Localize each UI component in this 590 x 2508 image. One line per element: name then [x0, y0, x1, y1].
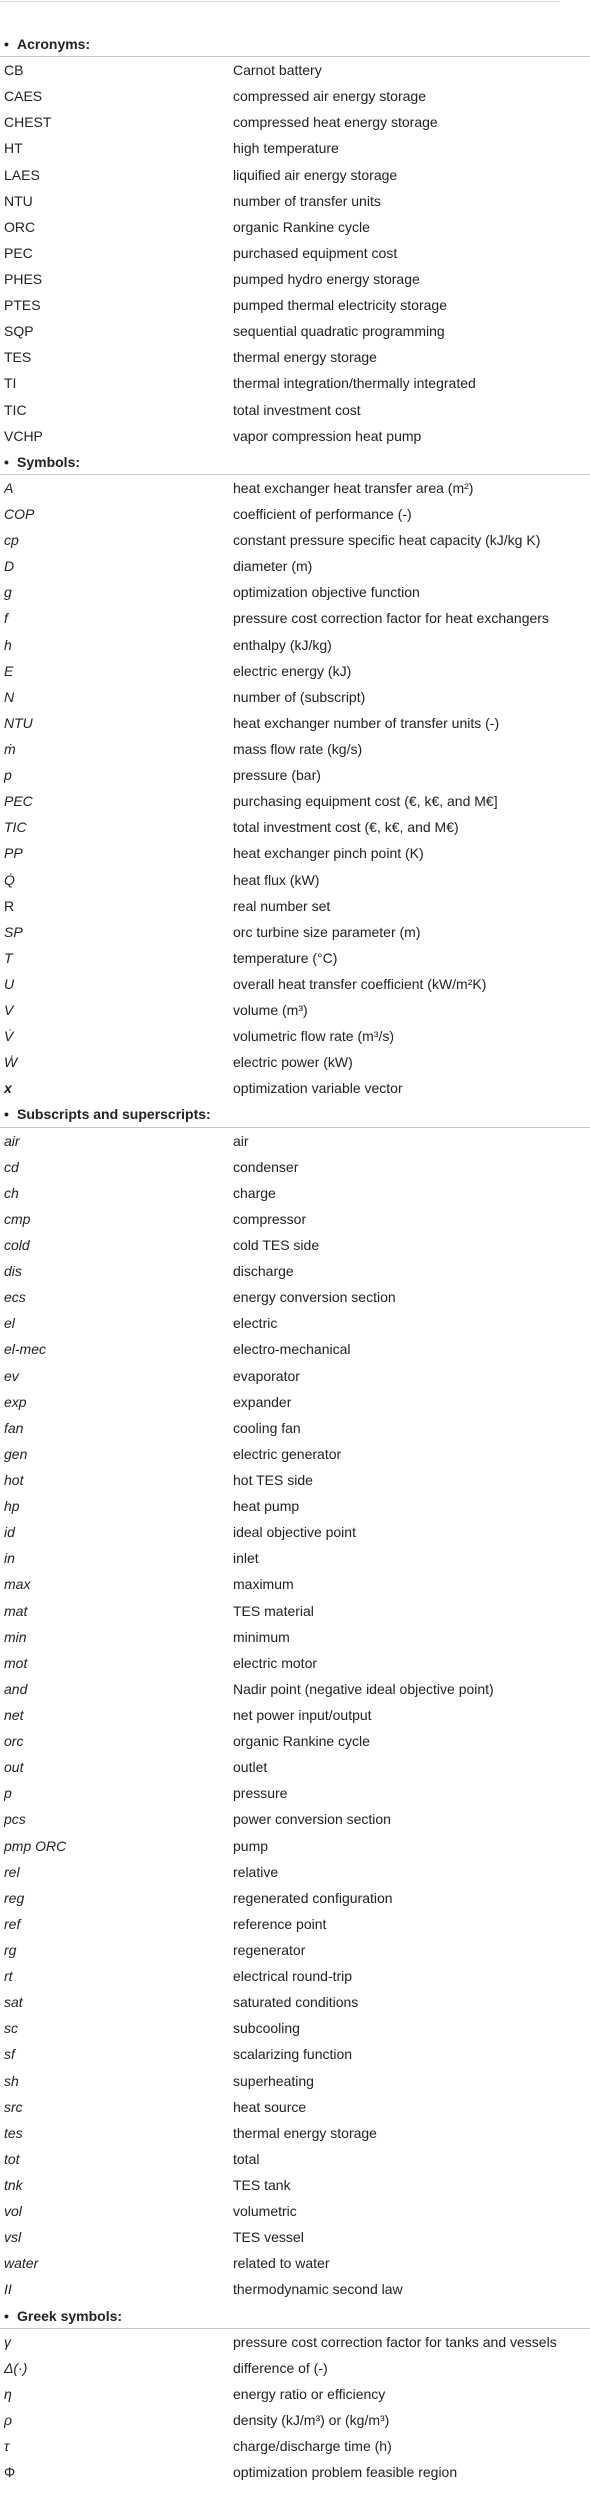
term-description: relative — [233, 1863, 279, 1880]
term-description: evaporator — [233, 1367, 300, 1384]
term-description: superheating — [233, 2072, 314, 2089]
section-title: Subscripts and superscripts: — [17, 1106, 211, 1123]
term-symbol: out — [4, 1759, 24, 1776]
term-description: difference of (-) — [233, 2359, 328, 2376]
nomenclature-row — [0, 57, 590, 83]
nomenclature-row — [0, 997, 590, 1023]
nomenclature-row — [0, 1519, 590, 1545]
term-description: compressed heat energy storage — [233, 114, 438, 131]
term-description: electric power (kW) — [233, 1054, 353, 1071]
term-description: coefficient of performance (-) — [233, 505, 412, 522]
term-symbol: rg — [4, 1941, 17, 1958]
nomenclature-row — [0, 632, 590, 658]
term-symbol: E — [4, 662, 14, 679]
term-symbol: R — [4, 897, 15, 914]
term-symbol: N — [4, 688, 15, 705]
term-description: electro-mechanical — [233, 1341, 351, 1358]
nomenclature-row — [0, 1284, 590, 1310]
term-description: organic Rankine cycle — [233, 218, 370, 235]
nomenclature-row — [0, 867, 590, 893]
term-description: Nadir point (negative ideal objective point) — [233, 1680, 494, 1697]
term-symbol: A — [4, 479, 14, 496]
term-symbol: src — [4, 2098, 23, 2115]
term-description: reference point — [233, 1915, 327, 1932]
term-description: thermal energy storage — [233, 349, 377, 366]
nomenclature-row — [0, 2355, 590, 2381]
term-symbol: TI — [4, 375, 17, 392]
term-symbol: sc — [4, 2020, 18, 2037]
nomenclature-row — [0, 1336, 590, 1362]
nomenclature-row — [0, 1702, 590, 1728]
nomenclature-row — [0, 658, 590, 684]
nomenclature-row — [0, 501, 590, 527]
term-description: sequential quadratic programming — [233, 323, 445, 340]
nomenclature-row — [0, 370, 590, 396]
term-symbol: net — [4, 1707, 24, 1723]
nomenclature-row — [0, 527, 590, 553]
term-description: pressure — [233, 1785, 288, 1802]
nomenclature-row — [0, 1206, 590, 1232]
nomenclature-row — [0, 1806, 590, 1832]
term-symbol: Q̇ — [4, 871, 15, 888]
nomenclature-row — [0, 1754, 590, 1780]
term-symbol: γ — [4, 2333, 11, 2350]
term-description: thermal energy storage — [233, 2124, 377, 2141]
term-symbol: cmp — [4, 1210, 31, 1227]
bullet-icon: • — [4, 453, 9, 470]
term-description: related to water — [233, 2255, 330, 2272]
nomenclature-row — [0, 736, 590, 762]
term-symbol: ecs — [4, 1289, 26, 1306]
term-description: pumped hydro energy storage — [233, 270, 420, 287]
term-description: pump — [233, 1837, 269, 1854]
term-description: number of (subscript) — [233, 688, 366, 705]
term-description: real number set — [233, 897, 331, 914]
term-symbol: ev — [4, 1367, 19, 1384]
term-symbol: orc — [4, 1733, 24, 1750]
term-symbol: fan — [4, 1419, 24, 1436]
term-description: optimization problem feasible region — [233, 2464, 458, 2481]
term-description: enthalpy (kJ/kg) — [233, 636, 332, 653]
term-symbol: tes — [4, 2124, 23, 2141]
term-description: cooling fan — [233, 1419, 301, 1436]
term-description: electric energy (kJ) — [233, 662, 352, 679]
bullet-icon: • — [4, 1106, 9, 1123]
term-description: pressure (bar) — [233, 767, 321, 784]
term-symbol: id — [4, 1524, 15, 1541]
nomenclature-row — [0, 1128, 590, 1154]
term-symbol: V̇ — [4, 1028, 14, 1045]
term-description: regenerator — [233, 1941, 306, 1958]
nomenclature-row — [0, 475, 590, 501]
term-symbol: cd — [4, 1158, 19, 1175]
term-symbol: PP — [4, 845, 23, 862]
term-symbol: NTU — [4, 714, 33, 731]
term-description: Carnot battery — [233, 62, 322, 79]
term-symbol: sat — [4, 1994, 23, 2011]
term-symbol: mat — [4, 1602, 28, 1619]
term-description: heat exchanger number of transfer units (-) — [233, 714, 500, 731]
nomenclature-row — [0, 579, 590, 605]
nomenclature-row — [0, 344, 590, 370]
nomenclature-row — [0, 605, 590, 631]
term-symbol: x — [4, 1080, 12, 1097]
term-symbol: PEC — [4, 244, 33, 261]
term-symbol: T — [4, 949, 13, 966]
term-symbol: pcs — [4, 1811, 26, 1828]
term-description: charge/discharge time (h) — [233, 2438, 392, 2455]
nomenclature-row — [0, 1833, 590, 1859]
term-description: electric generator — [233, 1445, 342, 1462]
term-description: inlet — [233, 1550, 259, 1567]
nomenclature-row — [0, 292, 590, 318]
term-description: volumetric flow rate (m³/s) — [233, 1028, 395, 1045]
term-description: scalarizing function — [233, 2046, 353, 2063]
term-symbol: CB — [4, 62, 24, 79]
nomenclature-row — [0, 2381, 590, 2407]
nomenclature-row — [0, 945, 590, 971]
term-symbol: min — [4, 1628, 27, 1645]
nomenclature-row — [0, 109, 590, 135]
bullet-icon: • — [4, 2307, 9, 2324]
term-description: pumped thermal electricity storage — [233, 297, 447, 314]
term-symbol: VCHP — [4, 427, 43, 444]
nomenclature-row — [0, 2459, 590, 2485]
term-symbol: ref — [4, 1915, 21, 1932]
section-header — [0, 31, 590, 57]
term-symbol: PHES — [4, 270, 43, 287]
term-symbol: vsl — [4, 2229, 22, 2246]
term-description: overall heat transfer coefficient (kW/m²K) — [233, 975, 487, 992]
term-symbol: ṁ — [4, 740, 16, 757]
nomenclature-row — [0, 423, 590, 449]
term-symbol: air — [4, 1132, 20, 1149]
term-symbol: HT — [4, 140, 23, 157]
term-symbol: pmp ORC — [4, 1837, 67, 1854]
section-title: Acronyms: — [17, 36, 91, 52]
nomenclature-row — [0, 1911, 590, 1937]
nomenclature-row — [0, 553, 590, 579]
nomenclature-row — [0, 162, 590, 188]
term-symbol: mot — [4, 1654, 28, 1671]
term-symbol: ρ — [4, 2411, 13, 2428]
term-description: electrical round-trip — [233, 1968, 353, 1985]
nomenclature-row — [0, 893, 590, 919]
nomenclature-row — [0, 188, 590, 214]
nomenclature-row — [0, 1937, 590, 1963]
term-description: volumetric — [233, 2203, 297, 2220]
nomenclature-table — [0, 31, 590, 2485]
term-description: purchasing equipment cost (€, k€, and M€] — [233, 793, 498, 810]
term-description: purchased equipment cost — [233, 244, 398, 261]
term-symbol: τ — [4, 2438, 10, 2455]
term-description: TES tank — [233, 2176, 291, 2193]
term-symbol: SP — [4, 923, 23, 940]
nomenclature-row — [0, 1258, 590, 1284]
term-description: regenerated configuration — [233, 1889, 393, 1906]
term-description: power conversion section — [233, 1811, 391, 1828]
nomenclature-row — [0, 1989, 590, 2015]
nomenclature-row — [0, 397, 590, 423]
nomenclature-row — [0, 1545, 590, 1571]
term-description: electric — [233, 1315, 278, 1332]
term-description: maximum — [233, 1576, 294, 1593]
nomenclature-row — [0, 2146, 590, 2172]
term-description: liquified air energy storage — [233, 166, 398, 183]
term-description: optimization variable vector — [233, 1080, 403, 1097]
term-description: number of transfer units — [233, 192, 381, 209]
term-symbol: CAES — [4, 88, 43, 105]
nomenclature-row — [0, 2172, 590, 2198]
section-title: Symbols: — [17, 453, 81, 470]
term-symbol: Δ(·) — [4, 2359, 28, 2376]
section-header — [0, 449, 590, 475]
term-description: thermal integration/thermally integrated — [233, 375, 476, 392]
nomenclature-row — [0, 266, 590, 292]
term-symbol: hp — [4, 1498, 20, 1515]
term-symbol: f — [4, 610, 8, 627]
nomenclature-row — [0, 2407, 590, 2433]
nomenclature-row — [0, 1885, 590, 1911]
term-description: air — [233, 1132, 249, 1149]
term-symbol: TIC — [4, 401, 27, 418]
term-symbol: PTES — [4, 297, 41, 314]
term-description: heat exchanger pinch point (K) — [233, 845, 424, 862]
term-description: mass flow rate (kg/s) — [233, 740, 363, 757]
term-symbol: hot — [4, 1472, 24, 1489]
nomenclature-row — [0, 840, 590, 866]
term-description: minimum — [233, 1628, 290, 1645]
term-description: diameter (m) — [233, 558, 313, 575]
term-symbol: ORC — [4, 218, 36, 235]
nomenclature-row — [0, 2276, 590, 2302]
nomenclature-row — [0, 135, 590, 161]
term-description: electric motor — [233, 1654, 318, 1671]
term-description: temperature (°C) — [233, 949, 338, 966]
term-symbol: SQP — [4, 323, 34, 340]
term-symbol: D — [4, 558, 15, 575]
nomenclature-row — [0, 2120, 590, 2146]
term-symbol: V — [4, 1002, 14, 1019]
nomenclature-row — [0, 1859, 590, 1885]
term-symbol: vol — [4, 2203, 22, 2220]
nomenclature-row — [0, 1389, 590, 1415]
nomenclature-row — [0, 2094, 590, 2120]
nomenclature-row — [0, 1232, 590, 1258]
term-symbol: gen — [4, 1445, 28, 1462]
term-symbol: tnk — [4, 2176, 23, 2193]
term-symbol: cold — [4, 1237, 30, 1254]
nomenclature-row — [0, 1310, 590, 1336]
term-symbol: g — [4, 584, 12, 601]
term-symbol: el-mec — [4, 1341, 47, 1358]
term-symbol: reg — [4, 1889, 25, 1906]
nomenclature-row — [0, 1963, 590, 1989]
term-description: total — [233, 2150, 260, 2167]
term-description: pressure cost correction factor for heat exchangers — [233, 610, 549, 627]
term-description: TES material — [233, 1602, 314, 1619]
nomenclature-row — [0, 1571, 590, 1597]
section-header — [0, 1101, 590, 1127]
term-symbol: rt — [4, 1968, 13, 1985]
term-symbol: sh — [4, 2072, 19, 2089]
term-symbol: COP — [4, 505, 35, 522]
term-symbol: LAES — [4, 166, 40, 183]
term-symbol: p — [4, 1785, 12, 1802]
nomenclature-row — [0, 1441, 590, 1467]
nomenclature-row — [0, 2068, 590, 2094]
term-description: volume (m³) — [233, 1002, 308, 1019]
term-description: compressed air energy storage — [233, 88, 426, 105]
nomenclature-row — [0, 1363, 590, 1389]
bullet-icon: • — [4, 36, 9, 52]
term-symbol: el — [4, 1315, 15, 1332]
term-description: constant pressure specific heat capacity (kJ/kg K) — [233, 532, 541, 549]
term-description: expander — [233, 1393, 292, 1410]
nomenclature-row — [0, 1075, 590, 1101]
top-divider — [0, 1, 560, 2]
nomenclature-row — [0, 919, 590, 945]
term-description: heat exchanger heat transfer area (m²) — [233, 479, 474, 496]
nomenclature-row — [0, 2329, 590, 2355]
term-symbol: ch — [4, 1184, 19, 1201]
nomenclature-row — [0, 971, 590, 997]
nomenclature-row — [0, 1624, 590, 1650]
nomenclature-row — [0, 814, 590, 840]
nomenclature-row — [0, 2015, 590, 2041]
nomenclature-row — [0, 1598, 590, 1624]
term-description: heat flux (kW) — [233, 871, 320, 888]
term-description: compressor — [233, 1210, 307, 1227]
nomenclature-row — [0, 2198, 590, 2224]
nomenclature-row — [0, 788, 590, 814]
term-symbol: TES — [4, 349, 32, 366]
nomenclature-row — [0, 1023, 590, 1049]
nomenclature-row — [0, 1049, 590, 1075]
nomenclature-row — [0, 214, 590, 240]
term-symbol: TIC — [4, 819, 27, 836]
term-symbol: max — [4, 1576, 31, 1593]
nomenclature-row — [0, 1650, 590, 1676]
section-title: Greek symbols: — [17, 2307, 123, 2324]
term-description: vapor compression heat pump — [233, 427, 422, 444]
term-symbol: PEC — [4, 793, 33, 810]
nomenclature-row — [0, 318, 590, 344]
term-symbol: Ẇ — [4, 1054, 18, 1071]
term-symbol: dis — [4, 1263, 22, 1280]
term-symbol: η — [4, 2385, 12, 2402]
term-description: cold TES side — [233, 1237, 320, 1254]
term-symbol: NTU — [4, 192, 33, 209]
term-description: total investment cost (€, k€, and M€) — [233, 819, 459, 836]
term-description: TES vessel — [233, 2229, 304, 2246]
nomenclature-row — [0, 1154, 590, 1180]
term-symbol: tot — [4, 2150, 20, 2167]
term-description: organic Rankine cycle — [233, 1733, 370, 1750]
nomenclature-row — [0, 1780, 590, 1806]
nomenclature-row — [0, 1493, 590, 1519]
nomenclature-row — [0, 1728, 590, 1754]
nomenclature-row — [0, 2041, 590, 2067]
term-symbol: and — [4, 1680, 28, 1697]
term-description: condenser — [233, 1158, 299, 1175]
term-description: net power input/output — [233, 1707, 372, 1723]
nomenclature-row — [0, 684, 590, 710]
nomenclature-row — [0, 1467, 590, 1493]
nomenclature-row — [0, 2433, 590, 2459]
nomenclature-row — [0, 240, 590, 266]
nomenclature-row — [0, 1676, 590, 1702]
term-description: subcooling — [233, 2020, 300, 2037]
term-symbol: sf — [4, 2046, 15, 2063]
term-symbol: p — [4, 767, 12, 784]
term-description: saturated conditions — [233, 1994, 359, 2011]
term-description: orc turbine size parameter (m) — [233, 923, 421, 940]
term-description: energy conversion section — [233, 1289, 396, 1306]
term-symbol: U — [4, 975, 15, 992]
section-header — [0, 2303, 590, 2329]
term-symbol: rel — [4, 1863, 20, 1880]
term-symbol: II — [4, 2281, 12, 2298]
term-description: high temperature — [233, 140, 339, 157]
term-description: heat source — [233, 2098, 307, 2115]
term-description: density (kJ/m³) or (kg/m³) — [233, 2411, 390, 2428]
term-symbol: Φ — [4, 2464, 16, 2481]
term-description: total investment cost — [233, 401, 361, 418]
nomenclature-row — [0, 1180, 590, 1206]
term-description: thermodynamic second law — [233, 2281, 403, 2298]
term-description: pressure cost correction factor for tanks and vessels — [233, 2333, 557, 2350]
term-symbol: cp — [4, 532, 19, 549]
nomenclature-row — [0, 762, 590, 788]
term-description: ideal objective point — [233, 1524, 356, 1541]
term-description: discharge — [233, 1263, 294, 1280]
nomenclature-row — [0, 2224, 590, 2250]
nomenclature-row — [0, 1415, 590, 1441]
term-symbol: CHEST — [4, 114, 52, 131]
nomenclature-row — [0, 710, 590, 736]
nomenclature-row — [0, 83, 590, 109]
term-symbol: in — [4, 1550, 15, 1567]
term-symbol: water — [4, 2255, 39, 2272]
term-description: optimization objective function — [233, 584, 420, 601]
term-symbol: h — [4, 636, 12, 653]
term-description: hot TES side — [233, 1472, 313, 1489]
term-description: energy ratio or efficiency — [233, 2385, 386, 2402]
term-symbol: exp — [4, 1393, 27, 1410]
term-description: outlet — [233, 1759, 268, 1776]
nomenclature-row — [0, 2250, 590, 2276]
term-description: charge — [233, 1184, 276, 1201]
term-description: heat pump — [233, 1498, 300, 1515]
